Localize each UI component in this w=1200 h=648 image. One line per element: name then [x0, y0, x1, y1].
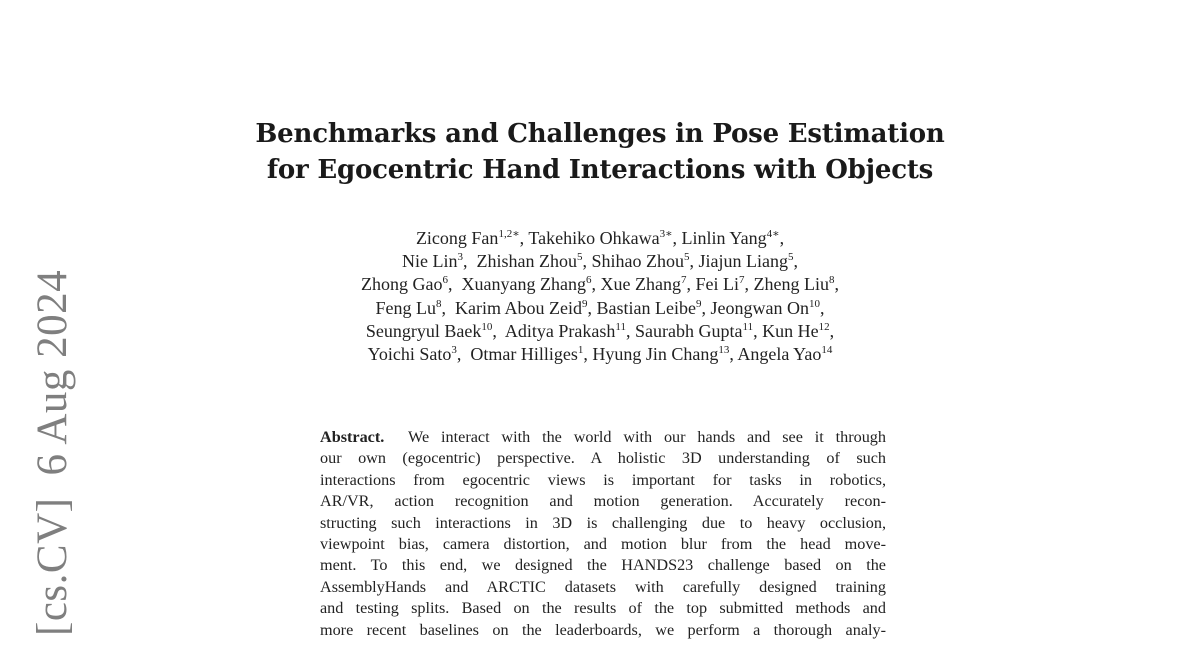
author-affiliation-mark: 4∗ [766, 228, 780, 240]
author-name-text: Seungryul Baek [365, 320, 482, 341]
author-name [505, 321, 626, 341]
author-name [635, 321, 753, 341]
author-separator: , [448, 274, 462, 295]
author-list [0, 227, 1200, 366]
author-name [455, 298, 587, 318]
author-affiliation-mark: 8 [436, 297, 442, 310]
author-line [0, 320, 1200, 343]
author-name-text: Zicong Fan [415, 228, 499, 248]
author-affiliation-mark: 11 [742, 320, 754, 333]
abstract [320, 427, 886, 641]
abstract-label: Abstract. [320, 428, 385, 446]
author-name [477, 251, 583, 271]
author-name [528, 228, 672, 248]
abstract-line: interactions from egocentric views is important for tasks in robotics, [320, 470, 886, 489]
author-name-text: Linlin Yang [681, 228, 767, 248]
author-affiliation-mark: 10 [808, 297, 820, 310]
author-affiliation-mark: 9 [695, 297, 702, 310]
paper-title [0, 116, 1200, 188]
author-separator: , [441, 297, 456, 318]
author-separator: , [463, 251, 477, 272]
author-separator: , [834, 274, 839, 295]
author-name [592, 251, 690, 271]
author-name-text: Aditya Prakash [504, 320, 616, 341]
author-name-text: Takehiko Ohkawa [528, 228, 660, 248]
author-name [600, 274, 686, 294]
author-separator: , [793, 251, 798, 272]
author-name-text: Saurabh Gupta [635, 320, 743, 341]
author-name-text: Zheng Liu [753, 274, 829, 295]
author-affiliation-mark: 5 [684, 251, 690, 264]
author-separator: , [626, 320, 635, 341]
abstract-line-text: We interact with the world with our hands and see it through [408, 428, 886, 446]
author-name-text: Zhong Gao [361, 274, 443, 295]
author-separator: , [829, 320, 835, 341]
author-name-text: Feng Lu [375, 297, 437, 318]
author-separator: , [591, 274, 601, 295]
abstract-line: more recent baselines on the leaderboards, we perform a thorough analy- [320, 620, 886, 639]
author-name-text: Jeongwan On [710, 297, 809, 318]
author-name-text: Karim Abou Zeid [455, 297, 583, 318]
author-affiliation-mark: 3 [457, 251, 463, 264]
author-separator: , [519, 228, 529, 248]
abstract-line: AssemblyHands and ARCTIC datasets with carefully designed training [320, 577, 886, 596]
author-affiliation-mark: 3 [451, 344, 457, 357]
author-separator: , [744, 274, 754, 295]
author-name [695, 274, 744, 294]
author-name [682, 228, 780, 248]
author-separator: , [587, 297, 597, 318]
author-separator: , [672, 228, 682, 248]
arxiv-category: [cs.CV] [29, 497, 76, 636]
author-name [597, 298, 702, 318]
author-affiliation-mark: 1 [577, 344, 584, 357]
author-name [470, 344, 583, 364]
author-name-text: Zhishan Zhou [476, 251, 577, 272]
author-affiliation-mark: 5 [577, 251, 583, 264]
abstract-line: our own (egocentric) perspective. A holistic 3D understanding of such [320, 449, 886, 468]
author-line [0, 343, 1200, 366]
author-name [592, 344, 729, 364]
abstract-line: ment. To this end, we designed the HANDS23 challenge based on the [320, 556, 886, 575]
author-line [0, 227, 1200, 250]
author-name-text: Jiajun Liang [698, 251, 788, 272]
author-affiliation-mark: 11 [615, 320, 626, 333]
author-affiliation-mark: 6 [585, 274, 592, 287]
author-separator: , [729, 344, 738, 365]
paper-title-line-2: for Egocentric Hand Interactions with Objects [266, 155, 934, 185]
author-separator: , [689, 251, 699, 272]
author-name-text: Fei Li [695, 274, 739, 295]
author-separator: , [582, 251, 592, 272]
author-name-text: Shihao Zhou [591, 251, 684, 272]
author-affiliation-mark: 9 [582, 297, 588, 310]
abstract-line: structing such interactions in 3D is challenging due to heavy occlusion, [320, 513, 886, 532]
author-name-text: Kun He [762, 320, 819, 341]
author-separator: , [753, 320, 763, 341]
author-affiliation-mark: 6 [442, 274, 449, 287]
author-affiliation-mark: 1,2∗ [498, 228, 520, 240]
author-separator: , [583, 344, 593, 365]
author-name [710, 298, 819, 318]
abstract-line: viewpoint bias, camera distortion, and motion blur from the head move- [320, 534, 886, 553]
author-name-text: Bastian Leibe [596, 297, 696, 318]
author-affiliation-mark: 3∗ [659, 228, 673, 240]
author-line [0, 297, 1200, 320]
author-name [462, 274, 592, 294]
author-name-text: Hyung Jin Chang [592, 344, 719, 365]
author-name-text: Otmar Hilliges [470, 344, 578, 365]
author-affiliation-mark: 14 [821, 344, 833, 357]
author-affiliation-mark: 8 [828, 274, 835, 287]
author-name [762, 321, 830, 341]
paper-title-line-1: Benchmarks and Challenges in Pose Estimation [255, 119, 945, 149]
author-line [0, 273, 1200, 296]
abstract-line [320, 427, 886, 448]
author-line [0, 250, 1200, 273]
arxiv-date: 6 Aug 2024 [29, 269, 76, 476]
author-separator: , [492, 320, 505, 341]
author-name [361, 274, 448, 294]
author-name [368, 344, 457, 364]
author-separator: , [819, 297, 825, 318]
author-affiliation-mark: 7 [680, 274, 687, 287]
author-name-text: Xue Zhang [600, 274, 681, 295]
author-name-text: Xuanyang Zhang [461, 274, 586, 295]
author-affiliation-mark: 12 [818, 320, 830, 333]
abstract-line: and testing splits. Based on the results of the top submitted methods and [320, 599, 886, 618]
author-name [402, 251, 463, 271]
author-name-text: Nie Lin [402, 251, 458, 272]
author-affiliation-mark: 10 [481, 320, 493, 333]
author-name [699, 251, 794, 271]
author-name [416, 228, 520, 248]
author-separator: , [701, 297, 711, 318]
author-name-text: Angela Yao [737, 344, 822, 365]
author-separator: , [779, 228, 785, 248]
author-name [737, 344, 832, 364]
author-name [753, 274, 834, 294]
author-name [376, 298, 442, 318]
author-affiliation-mark: 13 [718, 344, 730, 357]
author-separator: , [456, 344, 471, 365]
author-name [366, 321, 492, 341]
abstract-line: AR/VR, action recognition and motion generation. Accurately recon- [320, 492, 886, 511]
author-separator: , [686, 274, 696, 295]
author-name-text: Yoichi Sato [367, 344, 452, 365]
author-affiliation-mark: 7 [738, 274, 745, 287]
author-affiliation-mark: 5 [787, 251, 794, 264]
